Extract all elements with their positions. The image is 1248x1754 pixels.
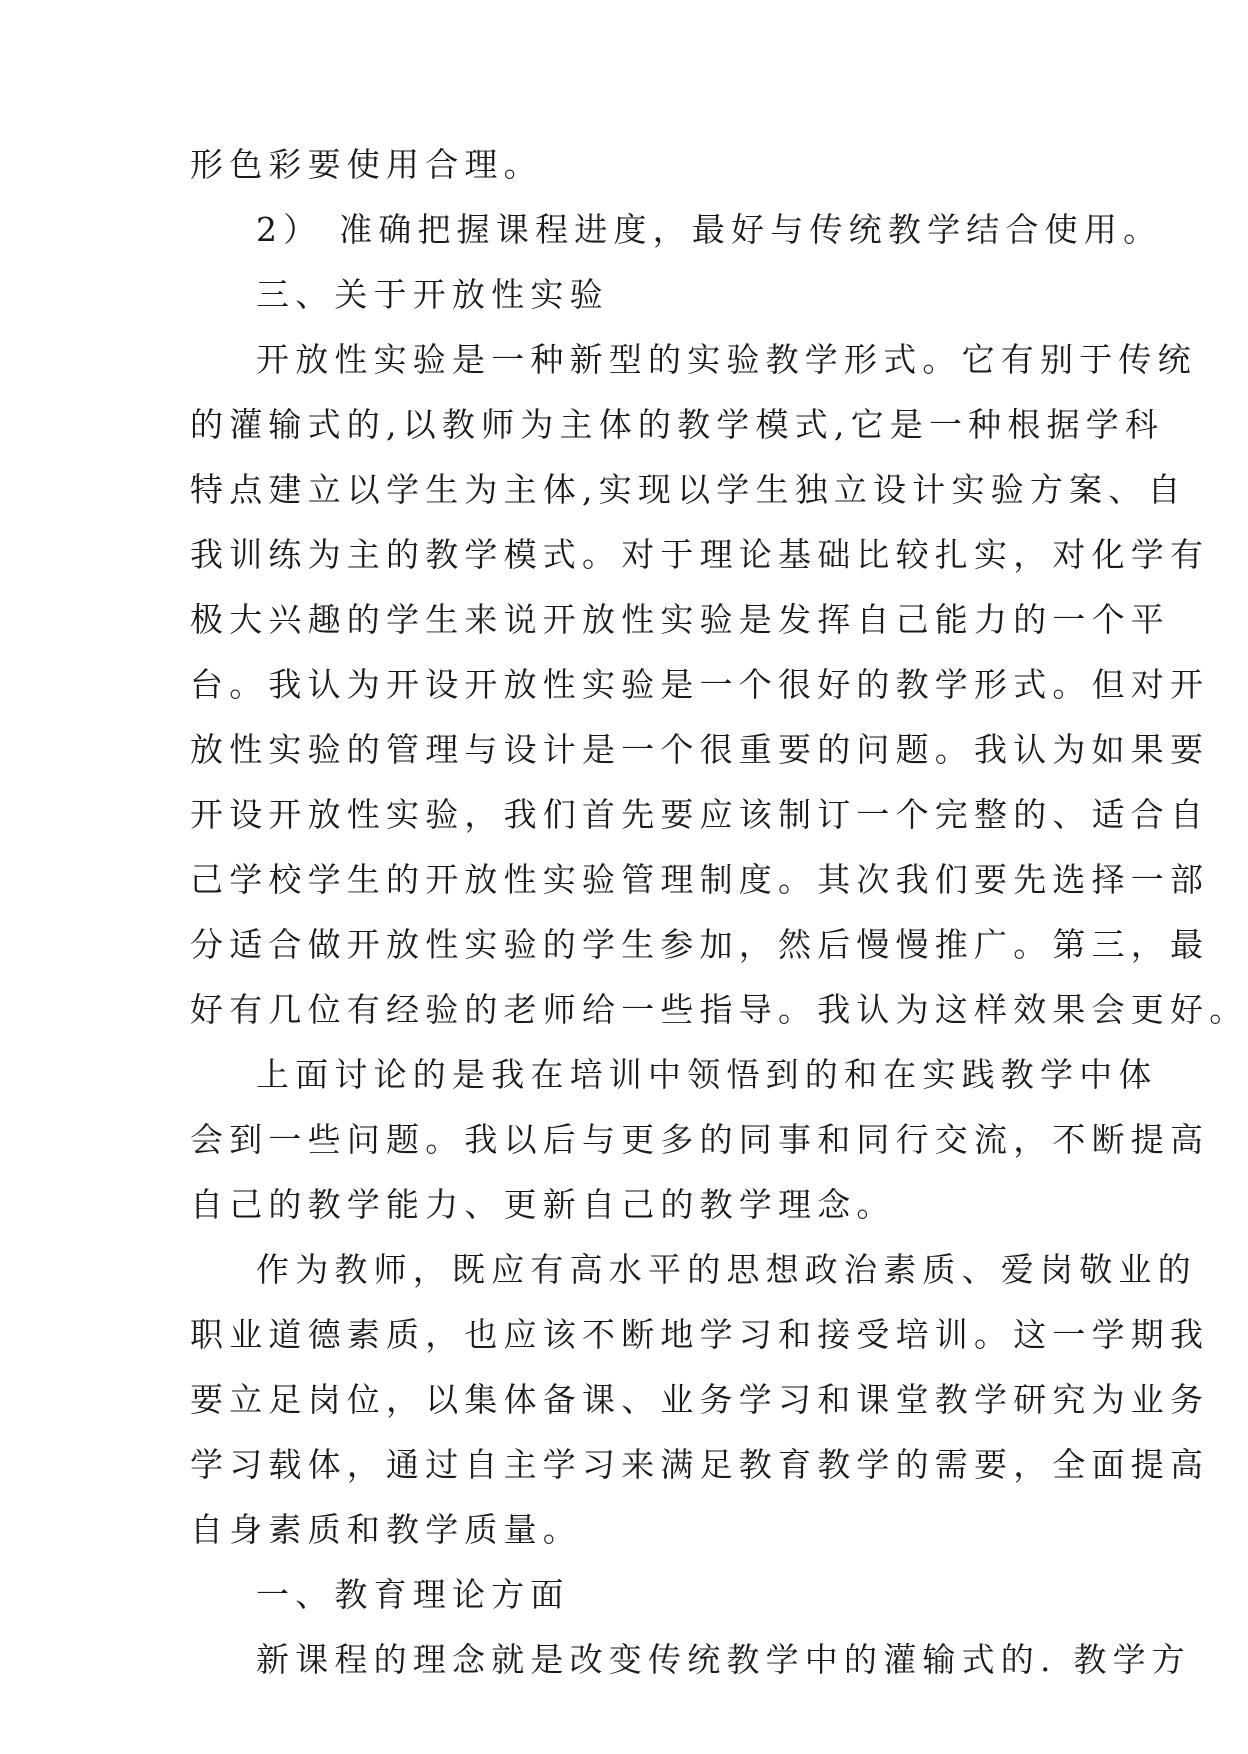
list-item-2: 2） 准确把握课程进度，最好与传统教学结合使用。 <box>256 210 1163 249</box>
paragraph-start: 新课程的理念就是改变传统教学中的灌输式的. 教学方 <box>256 1640 1191 1679</box>
text-line: 分适合做开放性实验的学生参加，然后慢慢推广。第三，最 <box>190 925 1210 964</box>
paragraph-start: 上面讨论的是我在培训中领悟到的和在实践教学中体 <box>256 1055 1158 1094</box>
text-line: 职业道德素质，也应该不断地学习和接受培训。这一学期我 <box>190 1315 1210 1354</box>
text-line: 放性实验的管理与设计是一个很重要的问题。我认为如果要 <box>190 730 1210 769</box>
text-line: 己学校学生的开放性实验管理制度。其次我们要先选择一部 <box>190 860 1210 899</box>
text-line: 形色彩要使用合理。 <box>190 145 543 184</box>
text-line: 好有几位有经验的老师给一些指导。我认为这样效果会更好。 <box>190 990 1248 1029</box>
text-line: 自身素质和教学质量。 <box>190 1510 582 1549</box>
text-line: 自己的教学能力、更新自己的教学理念。 <box>190 1185 896 1224</box>
section-heading: 一、教育理论方面 <box>256 1575 570 1614</box>
paragraph-start: 作为教师，既应有高水平的思想政治素质、爱岗敬业的 <box>256 1250 1197 1289</box>
text-line: 要立足岗位，以集体备课、业务学习和课堂教学研究为业务 <box>190 1380 1210 1419</box>
paragraph-start: 开放性实验是一种新型的实验教学形式。它有别于传统 <box>256 340 1197 379</box>
text-line: 我训练为主的教学模式。对于理论基础比较扎实，对化学有 <box>190 535 1210 574</box>
text-line: 的灌输式的,以教师为主体的教学模式,它是一种根据学科 <box>190 405 1165 444</box>
text-line: 特点建立以学生为主体,实现以学生独立设计实验方案、自 <box>190 470 1187 509</box>
text-line: 极大兴趣的学生来说开放性实验是发挥自己能力的一个平 <box>190 600 1170 639</box>
text-line: 学习载体，通过自主学习来满足教育教学的需要，全面提高 <box>190 1445 1210 1484</box>
section-heading: 三、关于开放性实验 <box>256 275 609 314</box>
text-line: 台。我认为开设开放性实验是一个很好的教学形式。但对开 <box>190 665 1210 704</box>
text-line: 会到一些问题。我以后与更多的同事和同行交流，不断提高 <box>190 1120 1210 1159</box>
text-line: 开设开放性实验，我们首先要应该制订一个完整的、适合自 <box>190 795 1210 834</box>
